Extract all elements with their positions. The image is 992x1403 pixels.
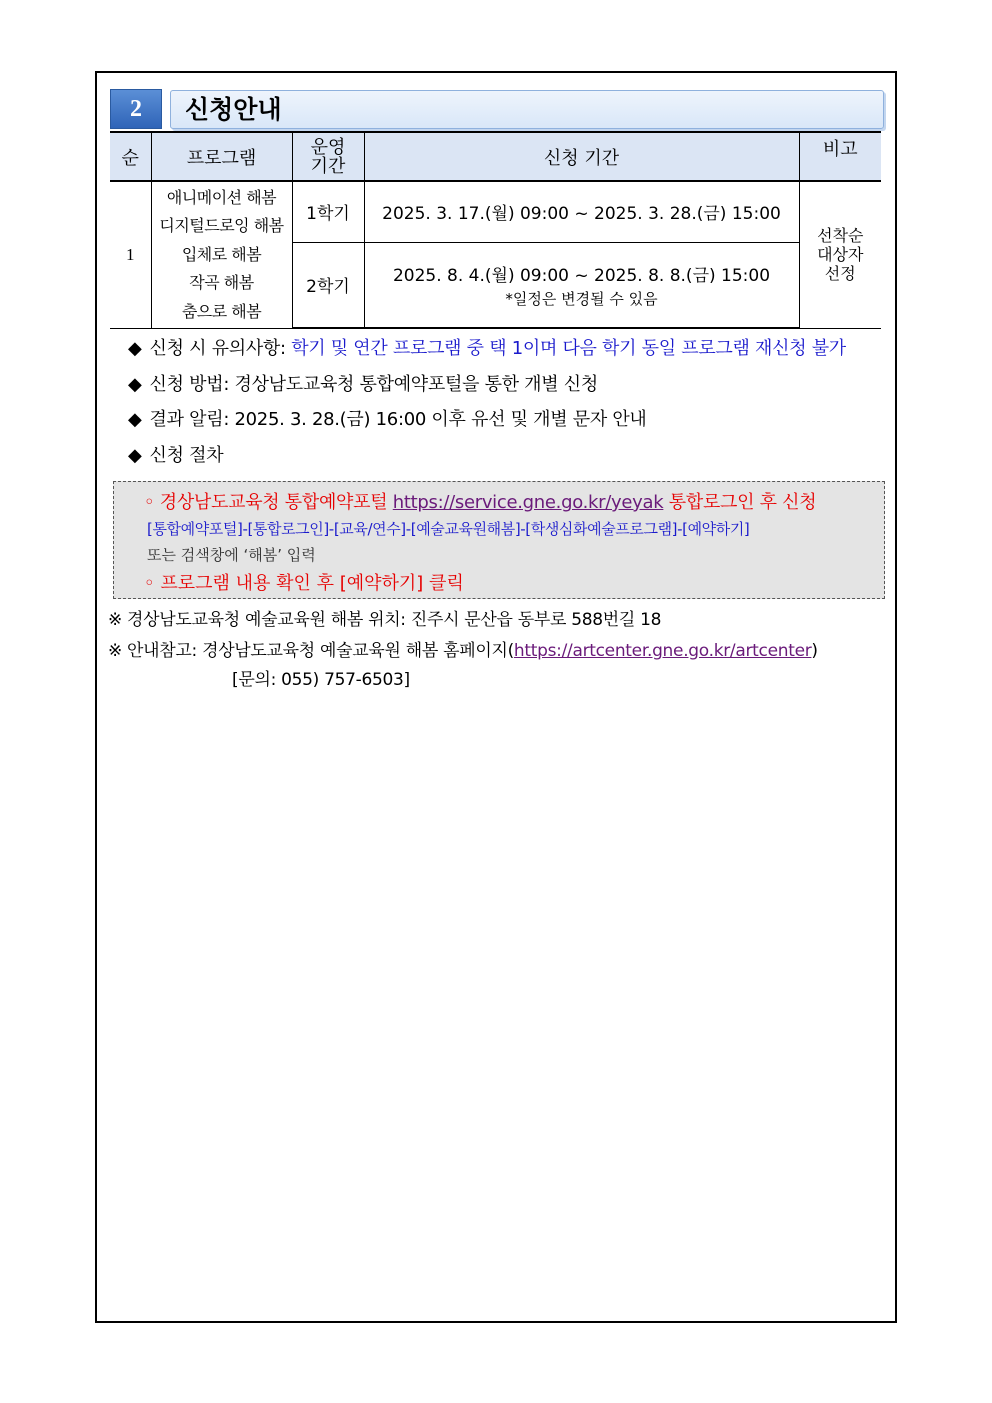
section-header: [110, 89, 884, 130]
term-2: 2학기: [292, 242, 364, 328]
procedure-box: [113, 481, 885, 599]
term-2-schedule: [364, 242, 799, 328]
note-location: ※ 경상남도교육청 예술교육원 해봄 위치: 진주시 문산읍 동부로 588번길 18: [108, 610, 662, 630]
result-text: 결과 알림: 2025. 3. 28.(금) 16:00 이후 유선 및 개별 문자 안내: [149, 409, 647, 430]
bullet-procedure: [128, 441, 223, 467]
diamond-bullet-icon: ◆: [128, 409, 142, 430]
portal-link[interactable]: https://service.gne.go.kr/yeyak: [392, 492, 664, 513]
header-order: 순: [110, 132, 151, 181]
step1-suffix: 통합로그인 후 신청: [668, 492, 817, 513]
diamond-bullet-icon: ◆: [128, 374, 142, 395]
procedure-search: 또는 검색창에 ‘해봄’ 입력: [147, 546, 316, 564]
diamond-bullet-icon: ◆: [128, 338, 142, 359]
schedule-note: *일정은 변경될 수 있음: [505, 289, 658, 308]
program-item: 춤으로 해봄: [181, 301, 262, 321]
program-list: [151, 181, 292, 328]
step1-prefix: 경상남도교육청 통합예약포털: [159, 492, 388, 513]
table-row: [110, 181, 881, 242]
note-reference: [108, 636, 818, 661]
program-item: 입체로 해봄: [181, 244, 262, 264]
remarks-line: 대상자: [817, 245, 864, 265]
header-remarks: 비고: [799, 132, 881, 181]
bullet-caution: [128, 334, 846, 360]
header-period: [292, 132, 364, 181]
remarks-line: 선정: [824, 264, 856, 284]
procedure-step-1: [144, 488, 816, 514]
schedule-text: 2025. 3. 17.(월) 09:00 ~ 2025. 3. 28.(금) 15:00: [382, 204, 781, 225]
program-item: 애니메이션 해봄: [166, 187, 277, 207]
step2-text: 프로그램 내용 확인 후 [예약하기] 클릭: [160, 573, 464, 594]
header-period-line1: 운영: [310, 136, 346, 158]
term-1: 1학기: [292, 181, 364, 242]
step-marker: ◦: [144, 573, 155, 594]
note-contact: [문의: 055) 757-6503]: [232, 670, 410, 690]
program-item: 디지털드로잉 해봄: [159, 216, 284, 235]
procedure-path: [통합예약포털]-[통합로그인]-[교육/연수]-[예술교육원해봄]-[학생심화예술프로그램]-[예약하기]: [147, 520, 750, 538]
reference-suffix: ): [811, 641, 818, 661]
header-application-period: 신청 기간: [364, 132, 799, 181]
row-order: 1: [110, 181, 151, 328]
section-title: 신청안내: [170, 90, 884, 129]
caution-text: 학기 및 연간 프로그램 중 택 1이며 다음 학기 동일 프로그램 재신청 불가: [291, 338, 846, 359]
program-item: 작곡 해봄: [189, 273, 254, 292]
step-marker: ◦: [144, 492, 155, 513]
caution-label: 신청 시 유의사항:: [149, 338, 286, 359]
bullet-method: [128, 370, 598, 396]
diamond-bullet-icon: ◆: [128, 445, 142, 466]
remarks-line: 선착순: [817, 226, 864, 246]
schedule-text: 2025. 8. 4.(월) 09:00 ~ 2025. 8. 8.(금) 15:00: [392, 265, 771, 286]
term-1-schedule: [364, 181, 799, 242]
bullet-result: [128, 405, 647, 431]
procedure-title: 신청 절차: [149, 445, 224, 466]
procedure-step-2: [144, 569, 464, 595]
method-text: 신청 방법: 경상남도교육청 통합예약포털을 통한 개별 신청: [149, 374, 598, 395]
table-header-row: [110, 132, 881, 181]
header-program: 프로그램: [151, 132, 292, 181]
homepage-link[interactable]: https://artcenter.gne.go.kr/artcenter: [513, 641, 812, 661]
remarks-cell: [799, 181, 881, 328]
application-table: [110, 131, 881, 329]
section-number-badge: 2: [110, 89, 162, 129]
header-period-line2: 기간: [310, 155, 346, 177]
reference-prefix: ※ 안내참고: 경상남도교육청 예술교육원 해봄 홈페이지(: [108, 641, 514, 661]
